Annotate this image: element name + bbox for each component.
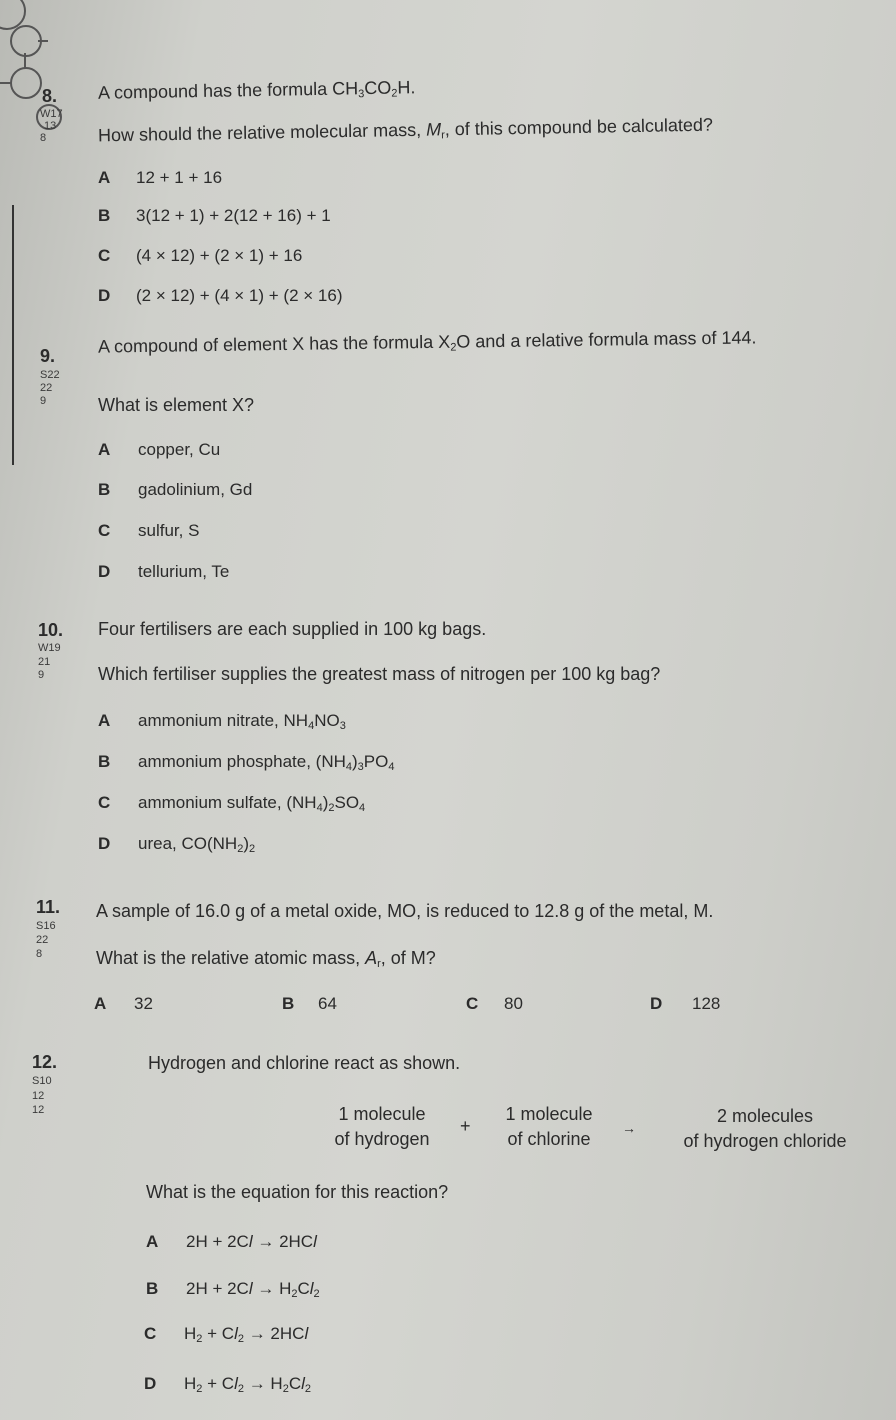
question-source: 22 bbox=[40, 382, 53, 394]
question-number: 11. bbox=[36, 897, 61, 917]
option-d[interactable]: D (2 × 12) + (4 × 1) + (2 × 16) bbox=[98, 286, 343, 305]
option-b[interactable]: B 3(12 + 1) + 2(12 + 16) + 1 bbox=[98, 206, 331, 225]
plus-sign: + bbox=[460, 1116, 471, 1136]
option-c[interactable]: C ammonium sulfate, $(NH_4)_2SO_4$ bbox=[98, 793, 366, 814]
margin-line bbox=[12, 205, 14, 465]
question-source: W17 bbox=[40, 108, 63, 120]
option-c[interactable]: C sulfur, S bbox=[98, 521, 200, 540]
question-text: What is the relative atomic mass, $A_r$, of M? bbox=[96, 948, 436, 970]
option-b[interactable]: B ammonium phosphate, $(NH_4)_3PO_4$ bbox=[98, 752, 395, 773]
question-text: How should the relative molecular mass, $M_r$, of this compound be calculated? bbox=[97, 114, 714, 146]
option-b[interactable]: B 64 bbox=[282, 994, 337, 1013]
question-source: 12 bbox=[32, 1090, 45, 1102]
question-source: W19 bbox=[38, 642, 61, 654]
question-source: S10 bbox=[32, 1075, 52, 1087]
option-a[interactable]: A copper, Cu bbox=[98, 440, 221, 459]
question-text: Which fertiliser supplies the greatest mass of nitrogen per 100 kg bag? bbox=[98, 664, 661, 684]
option-d[interactable]: D 128 bbox=[650, 994, 721, 1013]
question-source: 13 bbox=[44, 120, 57, 132]
option-a[interactable]: A ammonium nitrate, $NH_4NO_3$ bbox=[98, 711, 346, 732]
option-d[interactable]: D tellurium, Te bbox=[98, 562, 230, 581]
question-source: 8 bbox=[36, 948, 43, 960]
question-stem: A compound has the formula $CH_3CO_2H$. bbox=[97, 77, 416, 103]
option-c[interactable]: C (4 × 12) + (2 × 1) + 16 bbox=[98, 246, 303, 265]
question-source: 8 bbox=[40, 132, 47, 144]
option-a[interactable]: A 12 + 1 + 16 bbox=[98, 168, 223, 187]
option-c[interactable]: C $H_2 + Cl_2 \to 2HCl$ bbox=[144, 1324, 309, 1345]
question-stem: Four fertilisers are each supplied in 100 kg bags. bbox=[98, 619, 487, 639]
question-text: What is element X? bbox=[98, 395, 255, 415]
question-source: 12 bbox=[32, 1104, 45, 1116]
question-number: 9. bbox=[40, 346, 56, 366]
question-stem: Hydrogen and chlorine react as shown. bbox=[148, 1053, 461, 1073]
option-b[interactable]: B gadolinium, Gd bbox=[98, 480, 253, 499]
reactant-hydrogen: 1 molecule of hydrogen bbox=[334, 1104, 430, 1149]
question-text: What is the equation for this reaction? bbox=[146, 1182, 449, 1202]
option-c[interactable]: C 80 bbox=[466, 994, 523, 1013]
question-stem: A sample of 16.0 g of a metal oxide, MO, is reduced to 12.8 g of the metal, M. bbox=[96, 901, 714, 921]
question-source: 21 bbox=[38, 656, 51, 668]
option-d[interactable]: D $H_2 + Cl_2 \to H_2Cl_2$ bbox=[144, 1374, 312, 1395]
option-a[interactable]: A 2H + 2Cl → 2HCl bbox=[146, 1232, 317, 1251]
option-d[interactable]: D urea, $CO(NH_2)_2$ bbox=[98, 834, 256, 855]
question-source: 9 bbox=[38, 669, 45, 681]
question-number: 10. bbox=[38, 620, 64, 640]
question-source: S22 bbox=[40, 369, 60, 381]
question-number: 8. bbox=[42, 86, 58, 106]
question-stem: A compound of element X has the formula $X_2O$ and a relative formula mass of 144. bbox=[97, 327, 757, 357]
product-hydrogen-chloride: 2 molecules of hydrogen chloride bbox=[683, 1106, 847, 1151]
question-number: 12. bbox=[32, 1052, 58, 1072]
reactant-chlorine: 1 molecule of chlorine bbox=[505, 1104, 593, 1149]
option-a[interactable]: A 32 bbox=[94, 994, 153, 1013]
question-source: 9 bbox=[40, 395, 47, 407]
question-source: 22 bbox=[36, 934, 49, 946]
option-b[interactable]: B $2H + 2Cl \to H_2Cl_2$ bbox=[146, 1279, 320, 1300]
arrow-icon: → bbox=[622, 1120, 636, 1136]
question-source: S16 bbox=[36, 920, 56, 932]
